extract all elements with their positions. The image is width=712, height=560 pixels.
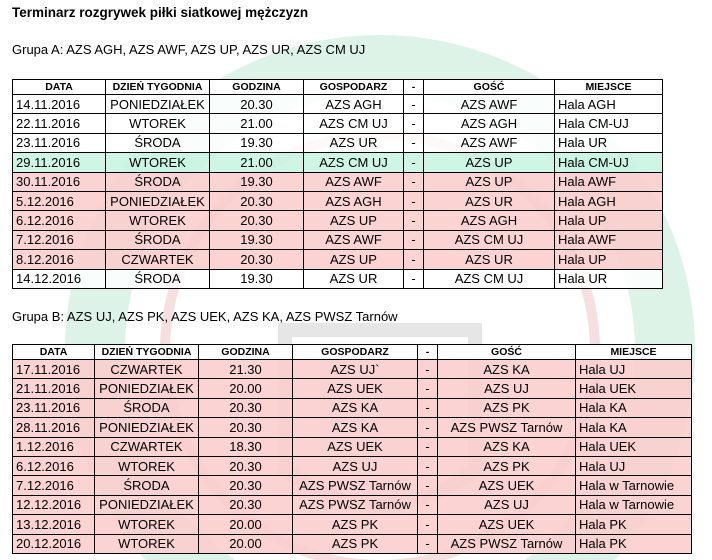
cell-separator: - [404, 191, 424, 210]
table-row [13, 456, 692, 475]
cell-time: 20.30 [199, 398, 293, 417]
cell-date: 6.12.2016 [13, 456, 95, 475]
cell-host: AZS KA [293, 398, 418, 417]
table-row [13, 495, 692, 514]
cell-day: PONIEDZIAŁEK [95, 418, 199, 437]
cell-separator: - [418, 534, 438, 553]
cell-place: Hala AGH [555, 191, 663, 210]
group-a-title: Grupa A: AZS AGH, AZS AWF, AZS UP, AZS UR, AZS CM UJ [12, 42, 366, 57]
cell-separator: - [404, 230, 424, 249]
cell-host: AZS UR [304, 133, 404, 152]
table-row [13, 515, 692, 534]
column-header-date: DATA [13, 345, 95, 360]
cell-place: Hala UEK [576, 379, 692, 398]
cell-guest: AZS PK [438, 456, 576, 475]
cell-host: AZS UJ [293, 456, 418, 475]
cell-place: Hala UP [555, 250, 663, 269]
document-title: Terminarz rozgrywek piłki siatkowej mężczyzn [12, 5, 309, 20]
cell-place: Hala UJ [576, 360, 692, 379]
column-header-separator: - [418, 345, 438, 360]
column-header-date: DATA [13, 80, 106, 95]
column-header-place: MIEJSCE [576, 345, 692, 360]
cell-separator: - [418, 515, 438, 534]
cell-separator: - [404, 133, 424, 152]
cell-date: 13.12.2016 [13, 515, 95, 534]
cell-guest: AZS PWSZ Tarnów [438, 418, 576, 437]
cell-date: 29.11.2016 [13, 153, 106, 172]
table-row [13, 211, 663, 230]
cell-guest: AZS AGH [424, 211, 555, 230]
cell-place: Hala w Tarnowie [576, 495, 692, 514]
cell-time: 20.30 [210, 211, 304, 230]
cell-guest: AZS AWF [424, 95, 555, 114]
table-header-row [13, 345, 692, 360]
cell-day: ŚRODA [95, 398, 199, 417]
group-a-schedule-table [12, 79, 663, 289]
cell-separator: - [404, 172, 424, 191]
cell-day: WTOREK [95, 534, 199, 553]
table-row [13, 230, 663, 249]
cell-separator: - [404, 153, 424, 172]
table-row [13, 153, 663, 172]
table-row [13, 133, 663, 152]
cell-date: 5.12.2016 [13, 191, 106, 210]
cell-time: 20.30 [210, 250, 304, 269]
cell-host: AZS UEK [293, 437, 418, 456]
cell-guest: AZS KA [438, 437, 576, 456]
cell-guest: AZS AWF [424, 133, 555, 152]
cell-place: Hala PK [576, 515, 692, 534]
cell-date: 23.11.2016 [13, 398, 95, 417]
column-header-host: GOSPODARZ [293, 345, 418, 360]
table-row [13, 379, 692, 398]
cell-host: AZS AGH [304, 191, 404, 210]
cell-date: 14.11.2016 [13, 95, 106, 114]
cell-date: 30.11.2016 [13, 172, 106, 191]
cell-guest: AZS CM UJ [424, 269, 555, 288]
cell-day: ŚRODA [106, 133, 210, 152]
cell-time: 20.30 [210, 95, 304, 114]
cell-place: Hala CM-UJ [555, 114, 663, 133]
cell-place: Hala w Tarnowie [576, 476, 692, 495]
cell-day: ŚRODA [106, 269, 210, 288]
cell-host: AZS PK [293, 515, 418, 534]
cell-guest: AZS PK [438, 398, 576, 417]
cell-host: AZS KA [293, 418, 418, 437]
table-row [13, 191, 663, 210]
table-row [13, 172, 663, 191]
cell-time: 19.30 [210, 172, 304, 191]
cell-date: 20.12.2016 [13, 534, 95, 553]
cell-date: 7.12.2016 [13, 476, 95, 495]
cell-date: 22.11.2016 [13, 114, 106, 133]
cell-host: AZS CM UJ [304, 153, 404, 172]
cell-date: 17.11.2016 [13, 360, 95, 379]
cell-time: 21.00 [210, 153, 304, 172]
cell-day: PONIEDZIAŁEK [95, 379, 199, 398]
cell-date: 8.12.2016 [13, 250, 106, 269]
column-header-host: GOSPODARZ [304, 80, 404, 95]
cell-separator: - [418, 418, 438, 437]
cell-time: 21.00 [210, 114, 304, 133]
cell-place: Hala UR [555, 269, 663, 288]
cell-host: AZS UR [304, 269, 404, 288]
column-header-time: GODZINA [210, 80, 304, 95]
column-header-separator: - [404, 80, 424, 95]
cell-place: Hala KA [576, 398, 692, 417]
cell-place: Hala CM-UJ [555, 153, 663, 172]
cell-time: 20.00 [199, 534, 293, 553]
table-row [13, 95, 663, 114]
cell-host: AZS UEK [293, 379, 418, 398]
cell-day: WTOREK [106, 114, 210, 133]
cell-place: Hala KA [576, 418, 692, 437]
table-row [13, 418, 692, 437]
cell-time: 20.30 [210, 191, 304, 210]
cell-place: Hala AWF [555, 172, 663, 191]
table-row [13, 398, 692, 417]
cell-place: Hala UR [555, 133, 663, 152]
cell-guest: AZS UR [424, 191, 555, 210]
table-row [13, 250, 663, 269]
group-a-table-body [13, 95, 663, 289]
cell-date: 14.12.2016 [13, 269, 106, 288]
column-header-guest: GOŚĆ [438, 345, 576, 360]
cell-separator: - [418, 476, 438, 495]
column-header-day: DZIEŃ TYGODNIA [95, 345, 199, 360]
cell-day: PONIEDZIAŁEK [106, 191, 210, 210]
cell-guest: AZS UJ [438, 495, 576, 514]
cell-host: AZS PWSZ Tarnów [293, 495, 418, 514]
cell-host: AZS UP [304, 250, 404, 269]
cell-guest: AZS UEK [438, 515, 576, 534]
cell-host: AZS UJ` [293, 360, 418, 379]
cell-day: WTOREK [106, 153, 210, 172]
cell-host: AZS AWF [304, 230, 404, 249]
cell-date: 21.11.2016 [13, 379, 95, 398]
table-row [13, 476, 692, 495]
cell-host: AZS UP [304, 211, 404, 230]
table-row [13, 360, 692, 379]
cell-date: 6.12.2016 [13, 211, 106, 230]
cell-guest: AZS KA [438, 360, 576, 379]
cell-time: 20.00 [199, 515, 293, 534]
table-row [13, 269, 663, 288]
cell-time: 19.30 [210, 133, 304, 152]
cell-separator: - [404, 114, 424, 133]
cell-place: Hala UEK [576, 437, 692, 456]
cell-host: AZS PWSZ Tarnów [293, 476, 418, 495]
cell-separator: - [418, 437, 438, 456]
cell-guest: AZS UP [424, 153, 555, 172]
group-b-table-body [13, 360, 692, 554]
cell-separator: - [418, 360, 438, 379]
cell-guest: AZS UEK [438, 476, 576, 495]
cell-host: AZS CM UJ [304, 114, 404, 133]
cell-separator: - [418, 456, 438, 475]
cell-time: 21.30 [199, 360, 293, 379]
cell-guest: AZS PWSZ Tarnów [438, 534, 576, 553]
table-row [13, 534, 692, 553]
cell-day: CZWARTEK [95, 360, 199, 379]
cell-host: AZS PK [293, 534, 418, 553]
cell-time: 20.00 [199, 379, 293, 398]
cell-guest: AZS AGH [424, 114, 555, 133]
cell-date: 1.12.2016 [13, 437, 95, 456]
cell-place: Hala PK [576, 534, 692, 553]
cell-guest: AZS UJ [438, 379, 576, 398]
table-row [13, 437, 692, 456]
table-row [13, 114, 663, 133]
cell-day: CZWARTEK [106, 250, 210, 269]
cell-day: ŚRODA [106, 230, 210, 249]
cell-day: WTOREK [95, 456, 199, 475]
cell-separator: - [418, 495, 438, 514]
cell-time: 20.30 [199, 476, 293, 495]
column-header-time: GODZINA [199, 345, 293, 360]
cell-day: ŚRODA [95, 476, 199, 495]
cell-separator: - [418, 398, 438, 417]
cell-day: WTOREK [106, 211, 210, 230]
cell-day: WTOREK [95, 515, 199, 534]
cell-time: 19.30 [210, 269, 304, 288]
column-header-guest: GOŚĆ [424, 80, 555, 95]
cell-date: 23.11.2016 [13, 133, 106, 152]
cell-host: AZS AGH [304, 95, 404, 114]
cell-guest: AZS CM UJ [424, 230, 555, 249]
table-header-row [13, 80, 663, 95]
cell-date: 7.12.2016 [13, 230, 106, 249]
cell-time: 19.30 [210, 230, 304, 249]
cell-guest: AZS UP [424, 172, 555, 191]
cell-day: CZWARTEK [95, 437, 199, 456]
cell-date: 28.11.2016 [13, 418, 95, 437]
cell-place: Hala AGH [555, 95, 663, 114]
cell-guest: AZS UR [424, 250, 555, 269]
cell-day: PONIEDZIAŁEK [106, 95, 210, 114]
cell-time: 18.30 [199, 437, 293, 456]
cell-time: 20.30 [199, 456, 293, 475]
cell-place: Hala AWF [555, 230, 663, 249]
cell-place: Hala UP [555, 211, 663, 230]
cell-time: 20.30 [199, 495, 293, 514]
column-header-day: DZIEŃ TYGODNIA [106, 80, 210, 95]
cell-place: Hala UJ [576, 456, 692, 475]
cell-date: 12.12.2016 [13, 495, 95, 514]
cell-day: ŚRODA [106, 172, 210, 191]
group-b-schedule-table [12, 344, 692, 554]
cell-separator: - [404, 95, 424, 114]
cell-separator: - [404, 211, 424, 230]
cell-separator: - [404, 269, 424, 288]
group-b-title: Grupa B: AZS UJ, AZS PK, AZS UEK, AZS KA, AZS PWSZ Tarnów [12, 309, 398, 324]
column-header-place: MIEJSCE [555, 80, 663, 95]
cell-day: PONIEDZIAŁEK [95, 495, 199, 514]
cell-host: AZS AWF [304, 172, 404, 191]
cell-separator: - [418, 379, 438, 398]
cell-separator: - [404, 250, 424, 269]
cell-time: 20.30 [199, 418, 293, 437]
